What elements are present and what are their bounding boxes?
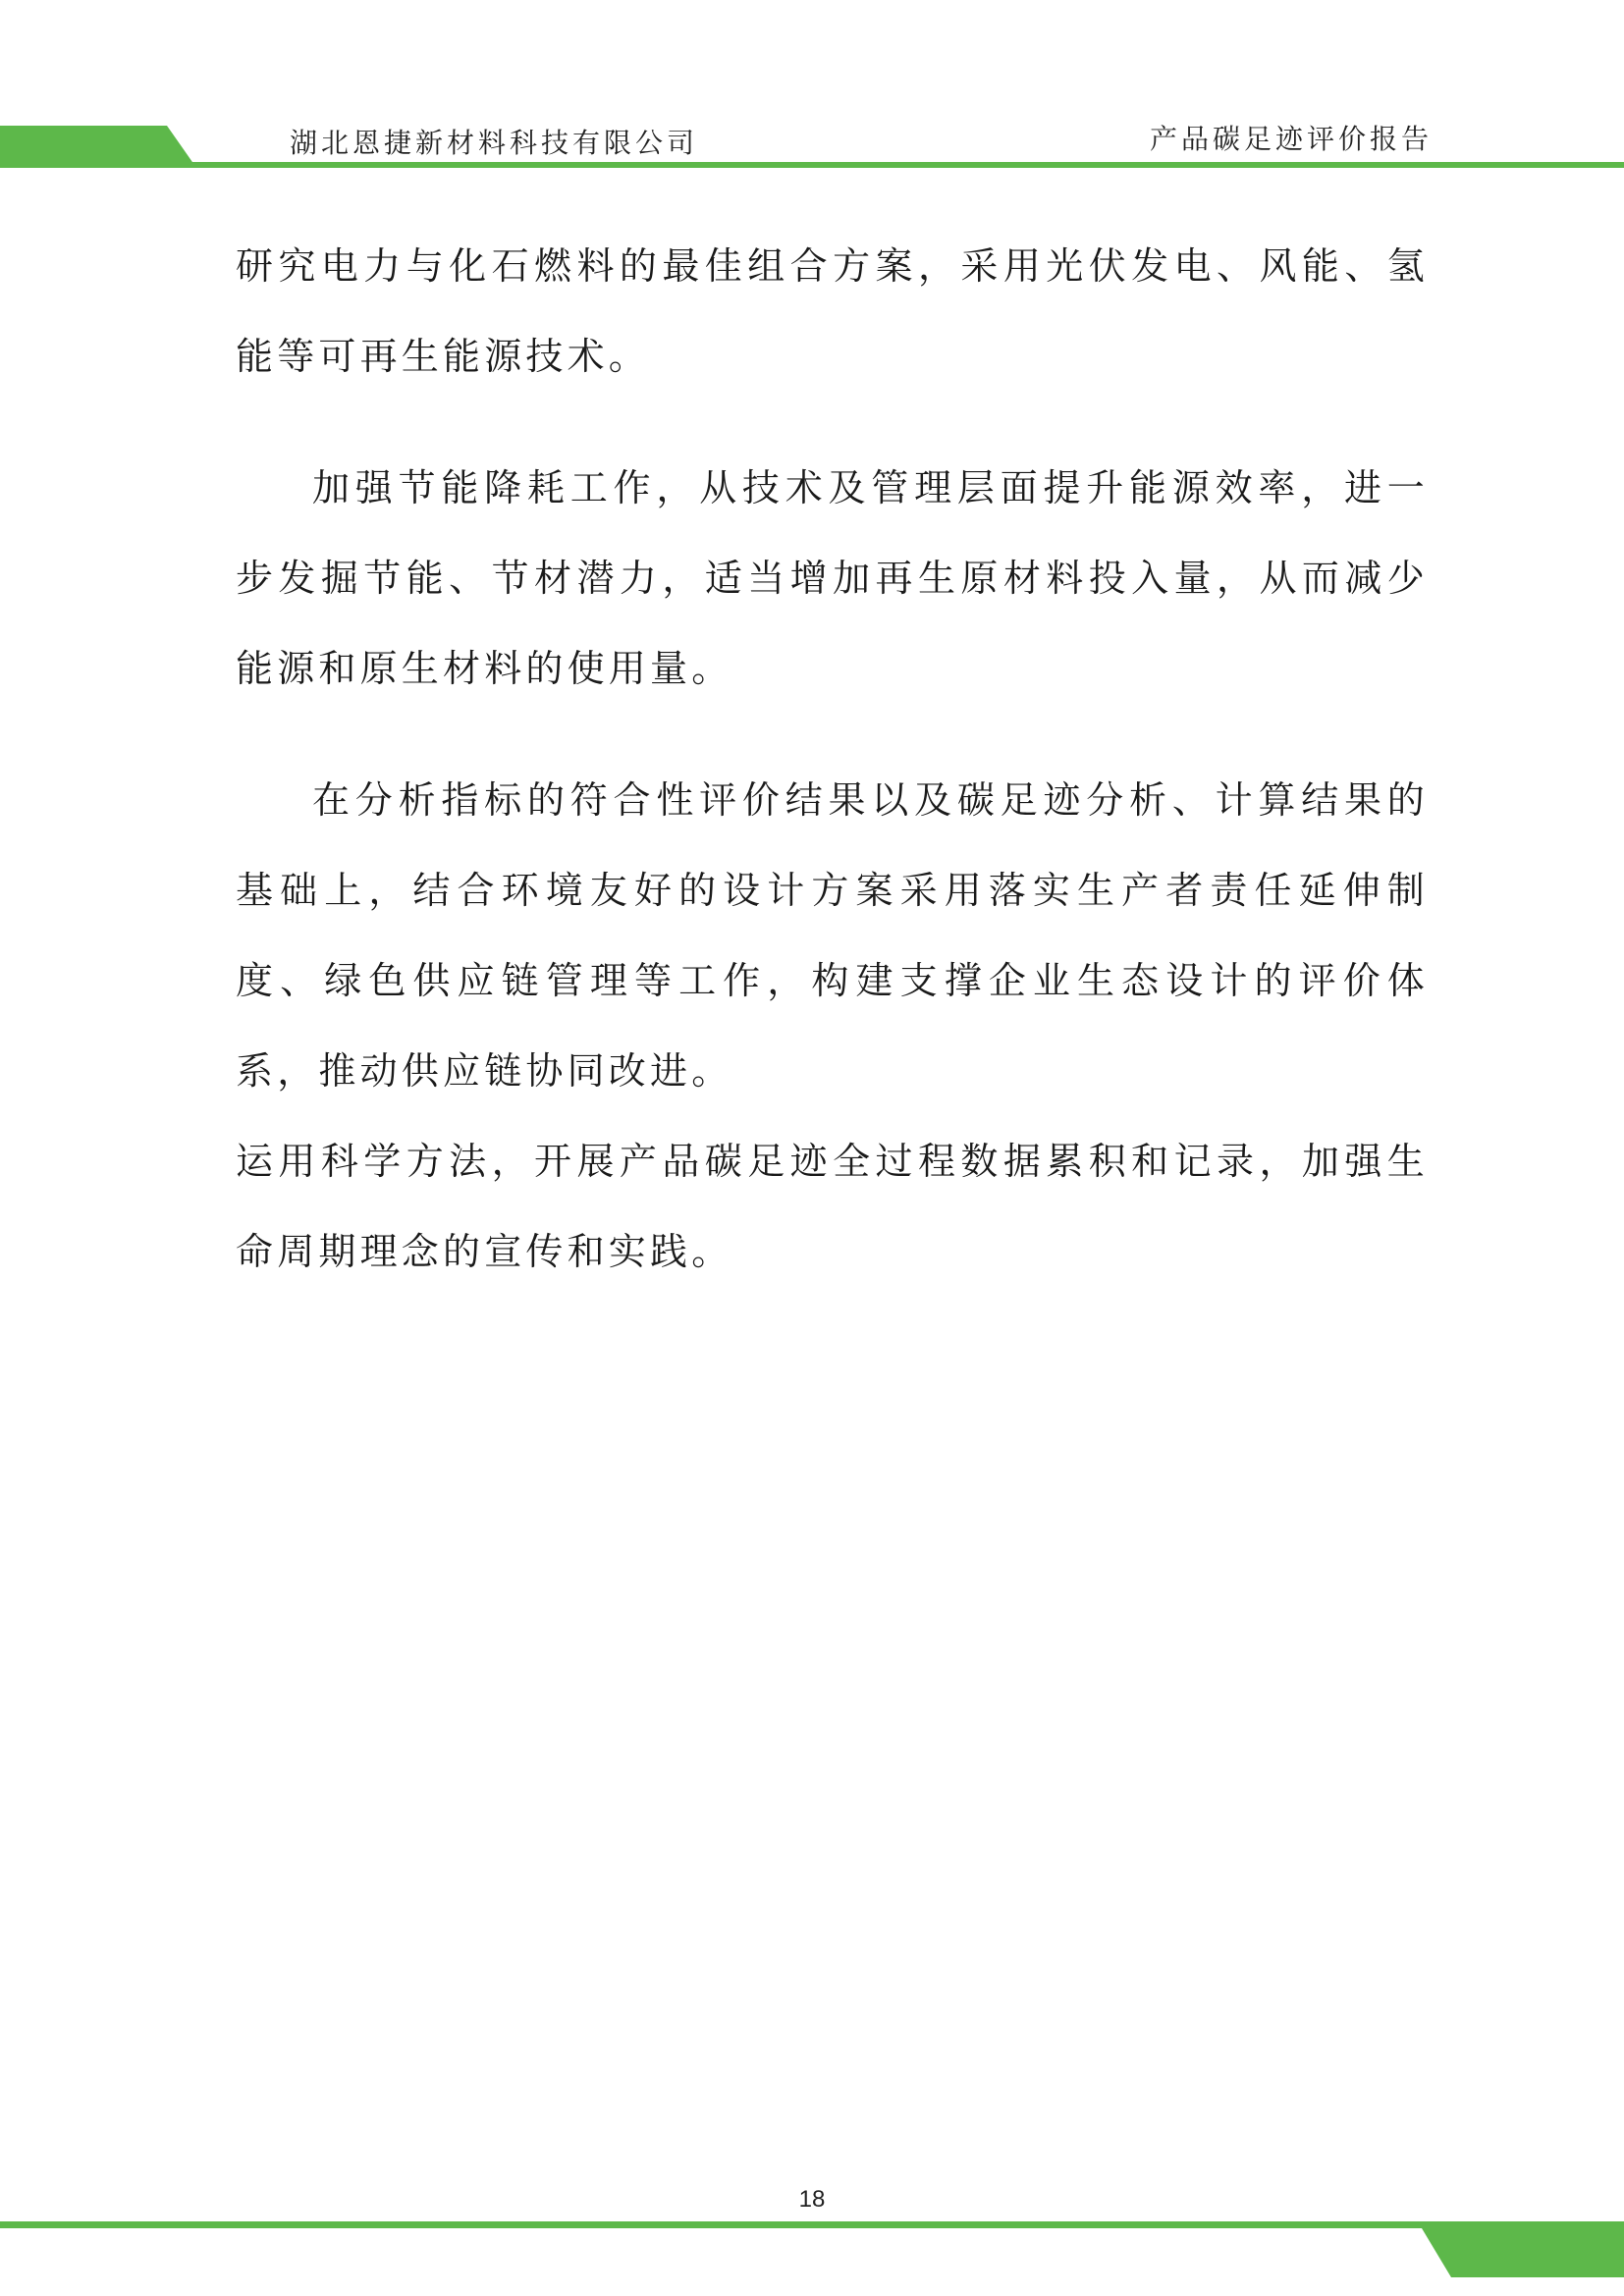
- footer-right-tab: [1422, 2228, 1624, 2277]
- header-rule: [0, 162, 1624, 168]
- page-header: [0, 0, 1624, 177]
- page-number: 18: [798, 2186, 826, 2213]
- paragraph-2: 加强节能降耗工作，从技术及管理层面提升能源效率，进一步发掘节能、节材潜力，适当增加再生原材料投入量，从而减少能源和原生材料的使用量。: [236, 466, 1429, 690]
- footer-rule: [0, 2221, 1624, 2228]
- report-title: 产品碳足迹评价报告: [1149, 123, 1433, 155]
- paragraph-4: 运用科学方法，开展产品碳足迹全过程数据累积和记录，加强生命周期理念的宣传和实践。: [236, 1140, 1429, 1273]
- header-left-tab: [0, 126, 194, 165]
- paragraph-3: 在分析指标的符合性评价结果以及碳足迹分析、计算结果的基础上，结合环境友好的设计方案采用落实生产者责任延伸制度、绿色供应链管理等工作，构建支撑企业生态设计的评价体系，推动供应链协同改进。: [236, 778, 1429, 1093]
- company-name: 湖北恩捷新材料科技有限公司: [290, 127, 699, 159]
- document-body: [236, 221, 1429, 1338]
- paragraph-1: 研究电力与化石燃料的最佳组合方案，采用光伏发电、风能、氢能等可再生能源技术。: [236, 244, 1429, 378]
